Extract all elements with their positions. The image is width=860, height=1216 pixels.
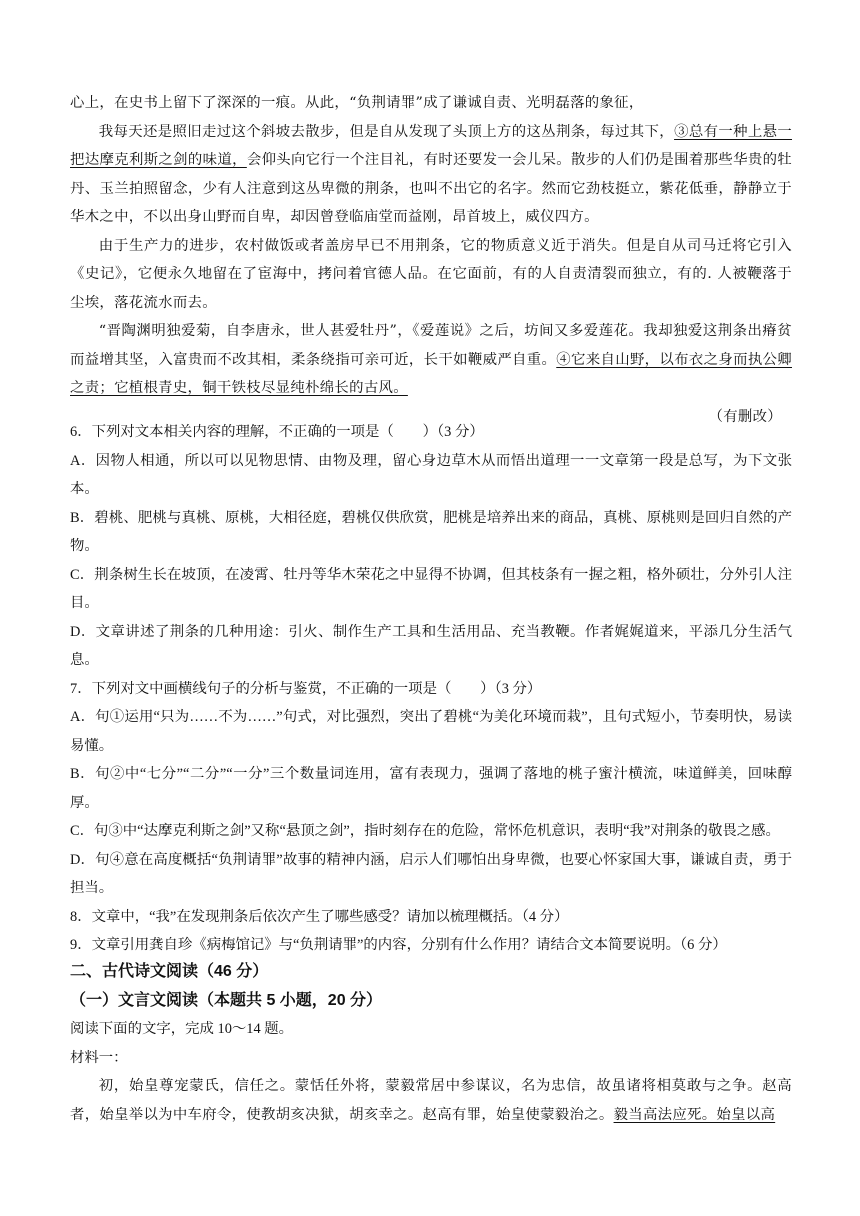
question-6: 6．下列对文本相关内容的理解，不正确的一项是（ ）（3 分）	[70, 424, 484, 440]
classical-text-body: 初，始皇尊宠蒙氏，信任之。蒙恬任外将，蒙毅常居中参谋议，名为忠信，故虽诸将相莫敢与之争。赵高者，始皇举以为中车府令，使教胡亥决狱，胡亥幸之。赵高有罪，始皇使蒙毅治之。	[70, 1078, 792, 1123]
question-7-option-c: C．句③中“达摩克利斯之剑”又称“悬顶之剑”，指时刻存在的危险，常怀危机意识，表明“我”对荆条的敬畏之感。	[70, 823, 780, 839]
question-6-option-c: C．荆条树生长在坡顶，在凌霄、牡丹等华木荣花之中显得不协调，但其枝条有一握之粗，格外硕壮，分外引人注目。	[70, 566, 792, 611]
question-6-option-a: A．因物人相通，所以可以见物思情、由物及理，留心身边草木从而悟出道理一一文章第一段是总写，为下文张本。	[70, 452, 792, 497]
section-title: 二、古代诗文阅读（46 分）	[70, 963, 269, 980]
question-7-option-d: D．句④意在高度概括“负荆请罪”故事的精神内涵，启示人们哪怕出身卑微，也要心怀家国大事，谦诚自责，勇于担当。	[70, 851, 792, 896]
underlined-sentence-4: ④它来自山野，以布衣之身而执公卿之责；它植根青史，铜干铁枝尽显纯朴绵长的古风。	[70, 351, 792, 396]
question-6-option-d: D．文章讲述了荆条的几种用途：引火、制作生产工具和生活用品、充当教鞭。作者娓娓道来，平添几分生活气息。	[70, 623, 792, 668]
passage-paragraph-2: 由于生产力的进步，农村做饭或者盖房早已不用荆条，它的物质意义近于消失。但是自从司马迁将它引入《史记》，它便永久地留在了宦海中，拷问着官德人品。在它面前，有的人自责清裂而独立，有的. 人被鞭落于尘埃，落花流水而去。	[70, 237, 792, 311]
question-7-option-a: A．句①运用“只为……不为……”句式，对比强烈，突出了碧桃“为美化环境而栽”，且句式短小，节奏明快，易读易懂。	[70, 709, 792, 754]
questions-block	[70, 418, 792, 960]
section-2	[70, 958, 792, 1129]
passage-paragraph-3	[70, 317, 792, 403]
question-7-option-b: B．句②中“七分”“二分”“一分”三个数量词连用，富有表现力，强调了落地的桃子蜜汁横流，味道鲜美，回味醇厚。	[70, 766, 792, 811]
classical-text	[70, 1072, 792, 1129]
paragraph-1-text-a: 我每天还是照旧走过这个斜坡去散步，但是自从发现了头顶上方的这丛荆条，每过其下，	[98, 123, 675, 140]
section-instruction: 阅读下面的文字，完成 10～14 题。	[70, 1021, 294, 1037]
section-subtitle: （一）文言文阅读（本题共 5 小题，20 分）	[70, 991, 383, 1009]
source-note: （有删改）	[708, 408, 782, 425]
question-9: 9．文章引用龚自珍《病梅馆记》与“负荆请罪”的内容，分别有什么作用？请结合文本简要说明。（6 分）	[70, 937, 727, 953]
underlined-sentence-3: ③总有一种上悬一把达摩克利斯之剑的味道，	[70, 123, 793, 168]
question-7: 7．下列对文中画横线句子的分析与鉴赏，不正确的一项是（ ）（3 分）	[70, 680, 542, 697]
underlined-classical-sentence: 毅当高法应死。始皇以高	[613, 1106, 776, 1123]
paragraph-3-text: “晋陶渊明独爱菊，自李唐永，世人甚爱牡丹”，《爱莲说》之后，坊间又多爱莲花。我却独爱这荆条出瘠贫而益增其坚，入富贵而不改其相，柔条绕指可亲可近，长干如鞭威严自重。	[70, 323, 792, 368]
question-8: 8．文章中，“我”在发现荆条后依次产生了哪些感受？请加以梳理概括。（4 分）	[70, 908, 569, 925]
question-6-option-b: B．碧桃、肥桃与真桃、原桃，大相径庭，碧桃仅供欣赏，肥桃是培养出来的商品，真桃、原桃则是回归自然的产物。	[70, 509, 792, 554]
paragraph-1-text-b: 会仰头向它行一个注目礼，有时还要发一会儿呆。散步的人们仍是围着那些华贵的牡丹、玉兰拍照留念，少有人注意到这丛卑微的荆条，也叫不出它的名字。然而它劲枝挺立，紫花低垂，静静立于华木之中，不以出身山野而自卑，却因曾登临庙堂而益刚，昂首坡上，威仪四方。	[70, 152, 792, 225]
passage-continuation	[70, 89, 792, 431]
passage-paragraph-0: 心上，在史书上留下了深深的一痕。从此，“负荆请罪”成了谦诚自责、光明磊落的象征，	[70, 95, 644, 111]
passage-paragraph-1	[70, 118, 792, 232]
material-label: 材料一：	[70, 1049, 128, 1066]
